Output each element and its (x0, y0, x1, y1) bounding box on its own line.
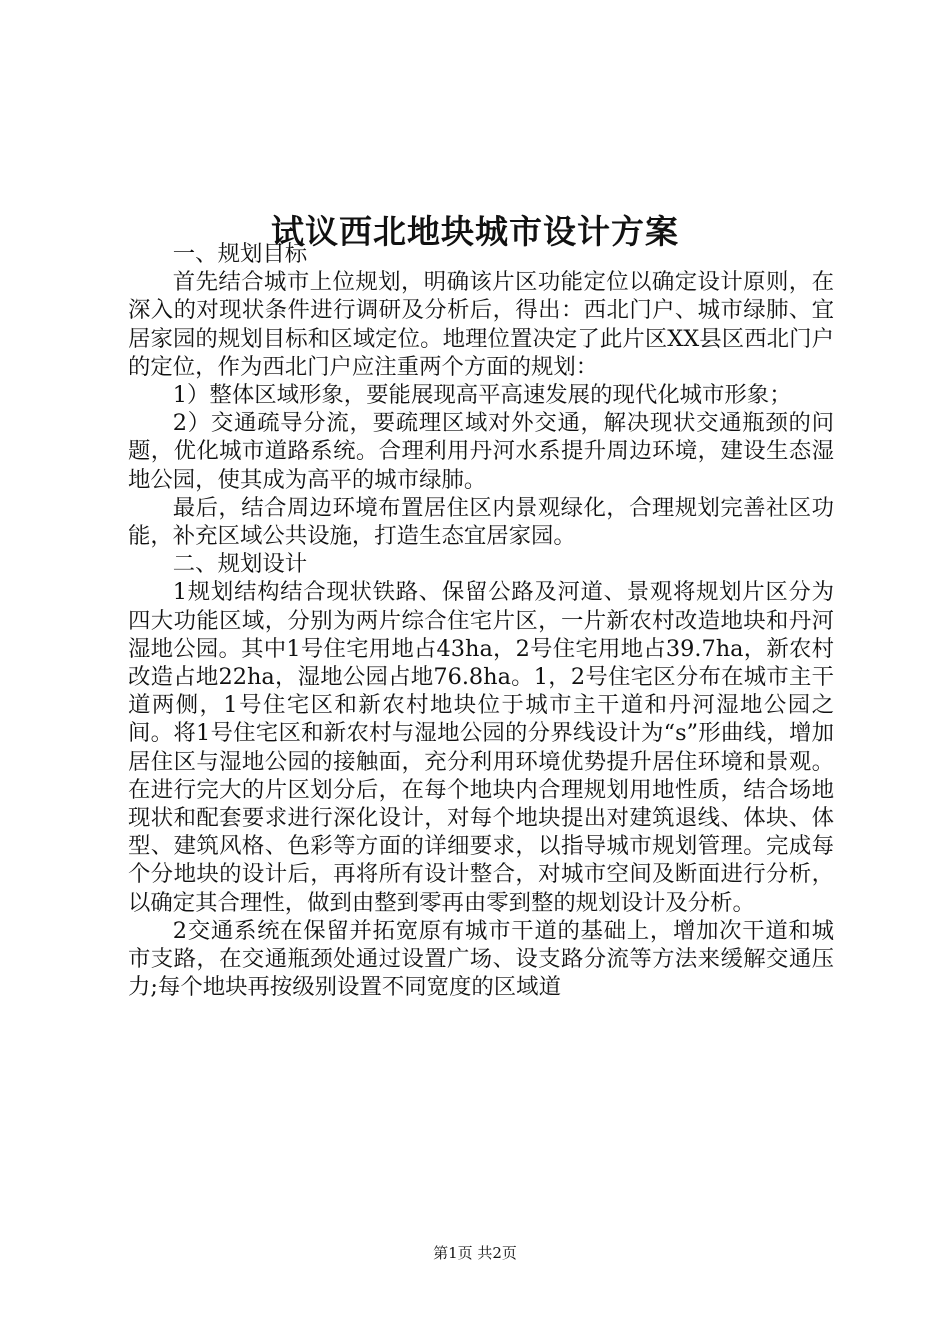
section-heading: 一、规划目标 (172, 241, 308, 267)
paragraph: 最后，结合周边环境布置居住区内景观绿化，合理规划完善社区功能，补充区域公共设施，打造生态宜居家园。 (128, 494, 834, 550)
paragraph: 首先结合城市上位规划，明确该片区功能定位以确定设计原则，在深入的对现状条件进行调研及分析后，得出：西北门户、城市绿肺、宜居家园的规划目标和区域定位。地理位置决定了此片区XX县区西北门户的定位，作为西北门户应注重两个方面的规划： (128, 269, 834, 380)
section-heading: 二、规划设计 (172, 551, 308, 578)
paragraph: 1规划结构结合现状铁路、保留公路及河道、景观将规划片区分为四大功能区域，分别为两片综合住宅片区，一片新农村改造地块和丹河湿地公园。其中1号住宅用地占43ha，2号住宅用地占39.7ha，新农村改造占地22ha，湿地公园占地76.8ha。1，2号住宅区分布在城市主干道两侧，1号住宅区和新农村地块位于城市主干道和丹河湿地公园之间。将1号住宅区和新农村与湿地公园的分界线设计为“s”形曲线，增加居住区与湿地公园的接触面，充分利用环境优势提升居住环境和景观。在进行完大的片区划分后，在每个地块内合理规划用地性质，结合场地现状和配套要求进行深化设计，对每个地块提出对建筑退线、体块、体型、建筑风格、色彩等方面的详细要求，以指导城市规划管理。完成每个分地块的设计后，再将所有设计整合，对城市空间及断面进行分析，以确定其合理性，做到由整到零再由零到整的规划设计及分析。 (128, 579, 834, 916)
page-footer: 第1页 共2页 (433, 1244, 517, 1262)
paragraph: 2交通系统在保留并拓宽原有城市干道的基础上，增加次干道和城市支路，在交通瓶颈处通过设置广场、设支路分流等方法来缓解交通压力;每个地块再按级别设置不同宽度的区域道 (128, 917, 834, 1001)
document-body (128, 240, 834, 1001)
list-item: 1）整体区域形象，要能展现高平高速发展的现代化城市形象； (172, 382, 792, 409)
list-item: 2）交通疏导分流，要疏理区域对外交通，解决现状交通瓶颈的问题，优化城市道路系统。合理利用丹河水系提升周边环境，建设生态湿地公园，使其成为高平的城市绿肺。 (128, 410, 834, 493)
document-title: 试议西北地块城市设计方案 (271, 212, 679, 252)
